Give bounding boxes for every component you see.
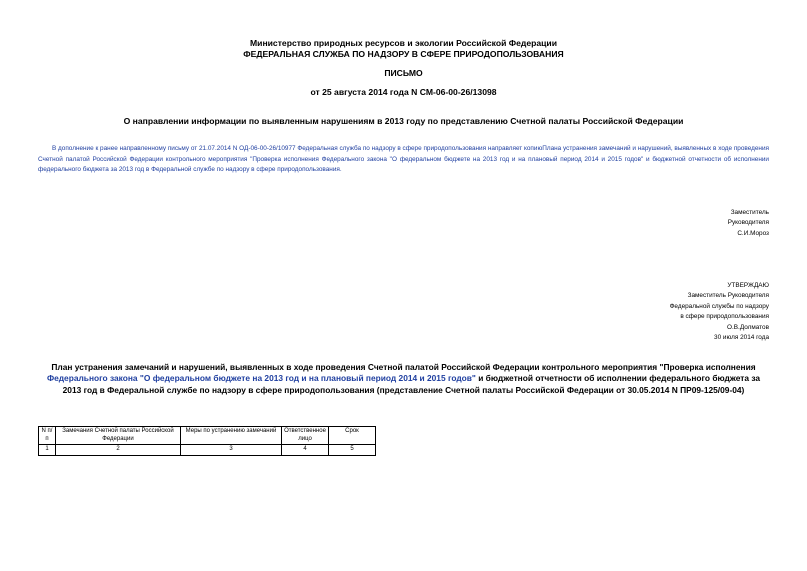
approval-position: Заместитель Руководителя (687, 292, 769, 300)
document-subject: О направлении информации по выявленным нарушениям в 2013 году по представлению Счетной палаты Российской Федерации (123, 116, 684, 126)
body-paragraph (38, 144, 769, 176)
plan-link[interactable]: Плана устранения замечаний и нарушений, выявленных в ходе проведения Счетной палатой Российской Федерации контрольного мероприятия "Проверка исполнения Федерального закона "О федеральном бюджете на 2013 год и на плановый период 2014 и 2015 годов" и бюджетной отчетности об исполнении федерального бюджета за 2013 год в Федеральной службе по надзору в сфере природопользования. (38, 145, 769, 173)
table-cell: 4 (282, 445, 329, 456)
header-cell-responsible: Ответственное лицо (282, 427, 329, 445)
table-cell: 3 (181, 445, 282, 456)
plan-table (38, 426, 376, 456)
approval-block (670, 281, 769, 343)
plan-title (40, 362, 767, 396)
header-cell-deadline: Срок (329, 427, 376, 445)
signature-position-2: Руководителя (727, 219, 769, 227)
approval-organization-2: в сфере природопользования (680, 313, 769, 321)
document-type: ПИСЬМО (384, 68, 423, 78)
header-cell-number: N п/п (39, 427, 56, 445)
header-cell-remarks: Замечания Счетной палаты Российской Федерации (56, 427, 181, 445)
table-cell: 5 (329, 445, 376, 456)
signature-name: С.И.Мороз (737, 229, 769, 237)
approval-name: О.В.Долматов (727, 323, 769, 331)
document-date-number: от 25 августа 2014 года N СМ-06-00-26/13098 (310, 87, 497, 97)
table-row (39, 445, 376, 456)
header-cell-measures: Меры по устранению замечаний (181, 427, 282, 445)
ministry-name: Министерство природных ресурсов и экологии Российской Федерации (250, 38, 557, 48)
table-header-row (39, 427, 376, 445)
plan-title-part2: и бюджетной отчетности об исполнении федерального бюджета за 2013 год в Федеральной службе по надзору в сфере природопользования (представление Счетной палаты Российской Федерации от 30.05.2014 N ПР09-125/09-04) (62, 373, 761, 395)
plan-title-part1: План устранения замечаний и нарушений, выявленных в ходе проведения Счетной палатой Российской Федерации контрольного мероприятия "Проверка исполнения (51, 362, 756, 372)
signature-block (728, 208, 769, 239)
federal-law-link[interactable]: Федерального закона "О федеральном бюджете на 2013 год и на плановый период 2014 и 2015 годов" (46, 373, 476, 384)
body-paragraph-text: В дополнение к ранее направленному письму от 21.07.2014 N ОД-06-00-26/10977 Федеральная служба по надзору в сфере природопользования направляет копию (52, 145, 543, 152)
table-cell: 1 (39, 445, 56, 456)
approval-organization: Федеральной службы по надзору (669, 302, 769, 310)
approval-heading: УТВЕРЖДАЮ (727, 282, 769, 289)
table-cell: 2 (56, 445, 181, 456)
approval-date: 30 июля 2014 года (714, 334, 769, 342)
signature-position: Заместитель (730, 209, 769, 216)
service-name: ФЕДЕРАЛЬНАЯ СЛУЖБА ПО НАДЗОРУ В СФЕРЕ ПРИРОДОПОЛЬЗОВАНИЯ (243, 49, 564, 59)
